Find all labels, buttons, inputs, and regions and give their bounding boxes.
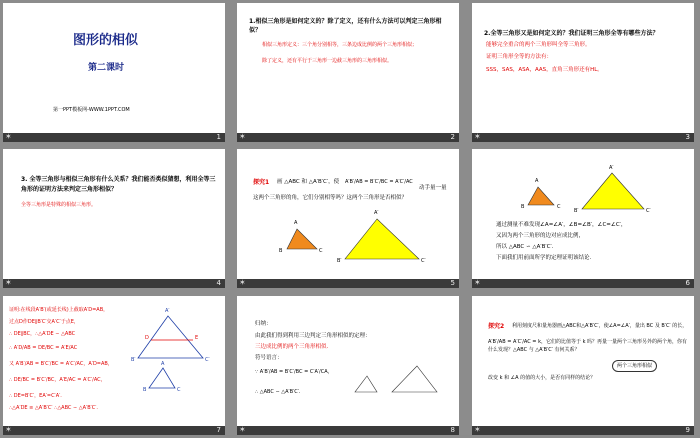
instruction-line-1: 利用刻度尺和量角器画△ABC和△A′B′C′，使∠A=∠A′，量出 BC 及 B′C′ 的长，: [512, 323, 688, 329]
slide-bar: [3, 279, 225, 288]
answer-text: 全等三角形是特殊的相似三角形。: [21, 202, 97, 208]
slide-footer: 第一PPT模板网-WWW.1PPT.COM: [53, 107, 130, 113]
small-triangle: [528, 187, 554, 205]
slide-subtitle: 第二课时: [88, 63, 125, 73]
star-icon: ✶: [474, 425, 481, 434]
slide-6[interactable]: [472, 149, 694, 288]
star-icon: ✶: [5, 425, 12, 434]
slide-bar: [3, 133, 225, 142]
slide-1[interactable]: [3, 3, 225, 142]
large-triangle: [345, 219, 419, 259]
proof-line-1: 证明:在线段A′B′(或延长线)上截取A′D=AB，: [9, 307, 109, 313]
proof-line-3: ∴ DE∥BC，∴△A′DE ∽ △ABC: [9, 331, 76, 337]
slide-bar: [237, 133, 459, 142]
slide-2[interactable]: [237, 3, 459, 142]
slide-5[interactable]: [237, 149, 459, 288]
callout-bubble: 两个三角形相似: [612, 360, 657, 372]
proof-line-6: ∴ DE/BC = B′C′/BC，A′E/AC = A′C′/AC，: [9, 377, 106, 383]
vertex-A-prime: A′: [609, 165, 614, 171]
vertex-B: B: [521, 204, 525, 210]
triangles-figure: [472, 149, 694, 288]
slide-number: 7: [216, 426, 221, 434]
answer-line-3: SSS，SAS，ASA，AAS，直角三角形还有HL。: [486, 67, 603, 73]
slide-number: 6: [685, 279, 690, 287]
large-triangle: [582, 173, 644, 209]
star-icon: ✶: [474, 132, 481, 141]
slide-bar: [237, 279, 459, 288]
star-icon: ✶: [5, 278, 12, 287]
slide-9[interactable]: [472, 296, 694, 435]
answer-line-1: 相似三角形定义：三个角分别相等，三条边成比例的两个三角形相似；: [262, 42, 418, 48]
question-text: 这两个三角形的角，它们分别相等吗？这两个三角形是否相似？: [253, 195, 408, 201]
vertex-D: D: [145, 335, 149, 341]
star-icon: ✶: [239, 278, 246, 287]
proof-figure: [3, 296, 225, 435]
star-icon: ✶: [5, 132, 12, 141]
vertex-A: A: [294, 220, 298, 226]
explore-label: 探究2: [488, 323, 505, 330]
proof-line-5: 又 A′B′/AB = B′C′/BC = A′C′/AC，A′D=AB，: [9, 361, 113, 367]
proof-line-4: ∴ A′D/AB = DE/BC = A′E/AC: [9, 345, 78, 351]
question-text: 3. 全等三角形与相似三角形有什么关系？我们能否类似猜想，利用全等三角形的证明方法来判定三角形相似？: [21, 176, 216, 193]
slide-number: 3: [685, 133, 690, 141]
star-icon: ✶: [239, 425, 246, 434]
vertex-A: A: [161, 361, 165, 367]
summary-line-1: 由此我们得到利用三边判定三角形相似的定理：: [255, 333, 371, 339]
summary-label: 归纳：: [255, 321, 272, 327]
vertex-B-prime: B′: [574, 208, 579, 214]
proof-line-8: ∴△A′DE ≌ △A′B′C′ ∴△ABC ∽ △A′B′C′.: [9, 405, 98, 411]
slide-bar: [472, 133, 694, 142]
theorem-text: 三边成比例的两个三角形相似.: [255, 344, 329, 350]
slide-7[interactable]: [3, 296, 225, 435]
text-line-1: 通过测量不难发现∠A=∠A′，∠B=∠B′，∠C=∠C′，: [496, 222, 627, 228]
ratio-formula: A′B′/AB = B′C′/BC = A′C′/AC: [345, 179, 413, 185]
slide-3[interactable]: [472, 3, 694, 142]
question-text: 2.全等三角形又是如何定义的？我们证明三角形全等有哪些方法？: [484, 30, 659, 37]
small-triangle: [287, 229, 317, 249]
explore-label: 探究1: [253, 179, 270, 186]
small-triangle: [149, 368, 175, 388]
slide-bar: [472, 426, 694, 435]
slide-number: 8: [450, 426, 455, 434]
vertex-B-prime: B′: [131, 357, 136, 363]
vertex-C-prime: C′: [646, 208, 651, 214]
slide-bar: [3, 426, 225, 435]
slide-bar: [472, 279, 694, 288]
proof-line-2: 过点D作DE∥B′C′交A′C′于点E，: [9, 319, 79, 325]
slide-number: 5: [450, 279, 455, 287]
triangles-figure: [237, 149, 459, 288]
slide-number: 1: [216, 133, 221, 141]
small-triangle: [355, 376, 377, 392]
answer-line-2: 除了定义，还有平行于三角形一边截三角形的三角形相似。: [262, 58, 393, 64]
vertex-B-prime: B′: [337, 258, 342, 264]
vertex-C-prime: C′: [205, 357, 210, 363]
text-line-2: 又因为两个三角形的边对应成比例，: [496, 233, 585, 239]
star-icon: ✶: [474, 278, 481, 287]
large-triangle: [392, 366, 437, 392]
vertex-C: C: [319, 248, 323, 254]
text-line-4: 下面我们用前面所学的定理证明该结论.: [496, 255, 592, 261]
slide-8[interactable]: [237, 296, 459, 435]
vertex-B: B: [143, 387, 147, 393]
star-icon: ✶: [239, 132, 246, 141]
slide-title: 图形的相似: [73, 33, 139, 48]
slide-number: 9: [685, 426, 690, 434]
vertex-C: C: [177, 387, 181, 393]
symbol-label: 符号语言：: [255, 355, 283, 361]
symbol-line-1: ∵ A′B′/AB = B′C′/BC = C′A′/CA，: [255, 369, 333, 375]
text-line-3: 所以 △ABC ∽ △A′B′C′.: [496, 244, 554, 250]
vertex-C-prime: C′: [421, 258, 426, 264]
slide-4[interactable]: [3, 149, 225, 288]
instruction-line-2: A′B′/AB = A′C′/AC = k，它们的比值等于 k 吗？再量一量两个三角形另外的两个角，你有什么发现？△ABC 与 △A′B′C′ 有何关系？: [488, 339, 688, 353]
triangles-figure: [237, 296, 459, 435]
answer-line-2: 证明三角形全等的方法有：: [486, 54, 553, 60]
vertex-A-prime: A′: [165, 308, 170, 314]
vertex-A-prime: A′: [374, 210, 379, 216]
slide-number: 2: [450, 133, 455, 141]
proof-line-7: ∴ DE=B′C′，EA′=C′A′.: [9, 393, 62, 399]
measure-text: 动手量一量: [419, 185, 447, 191]
vertex-E: E: [195, 335, 199, 341]
answer-line-1: 能够完全重合的两个三角形叫全等三角形。: [486, 42, 591, 48]
instruction-line-3: 改变 k 和 ∠A 的值的大小，是否有同样的结论？: [488, 375, 596, 381]
slide-number: 4: [216, 279, 221, 287]
question-text: 1.相似三角形是如何定义的？除了定义，还有什么方法可以判定三角形相似？: [249, 18, 442, 34]
vertex-C: C: [557, 204, 561, 210]
vertex-B: B: [279, 248, 283, 254]
slide-bar: [237, 426, 459, 435]
vertex-A: A: [535, 178, 539, 184]
instruction-text: 画 △ABC 和 △A′B′C′，使: [277, 179, 340, 185]
symbol-line-2: ∴ △ABC ∽ △A′B′C′.: [255, 389, 301, 395]
